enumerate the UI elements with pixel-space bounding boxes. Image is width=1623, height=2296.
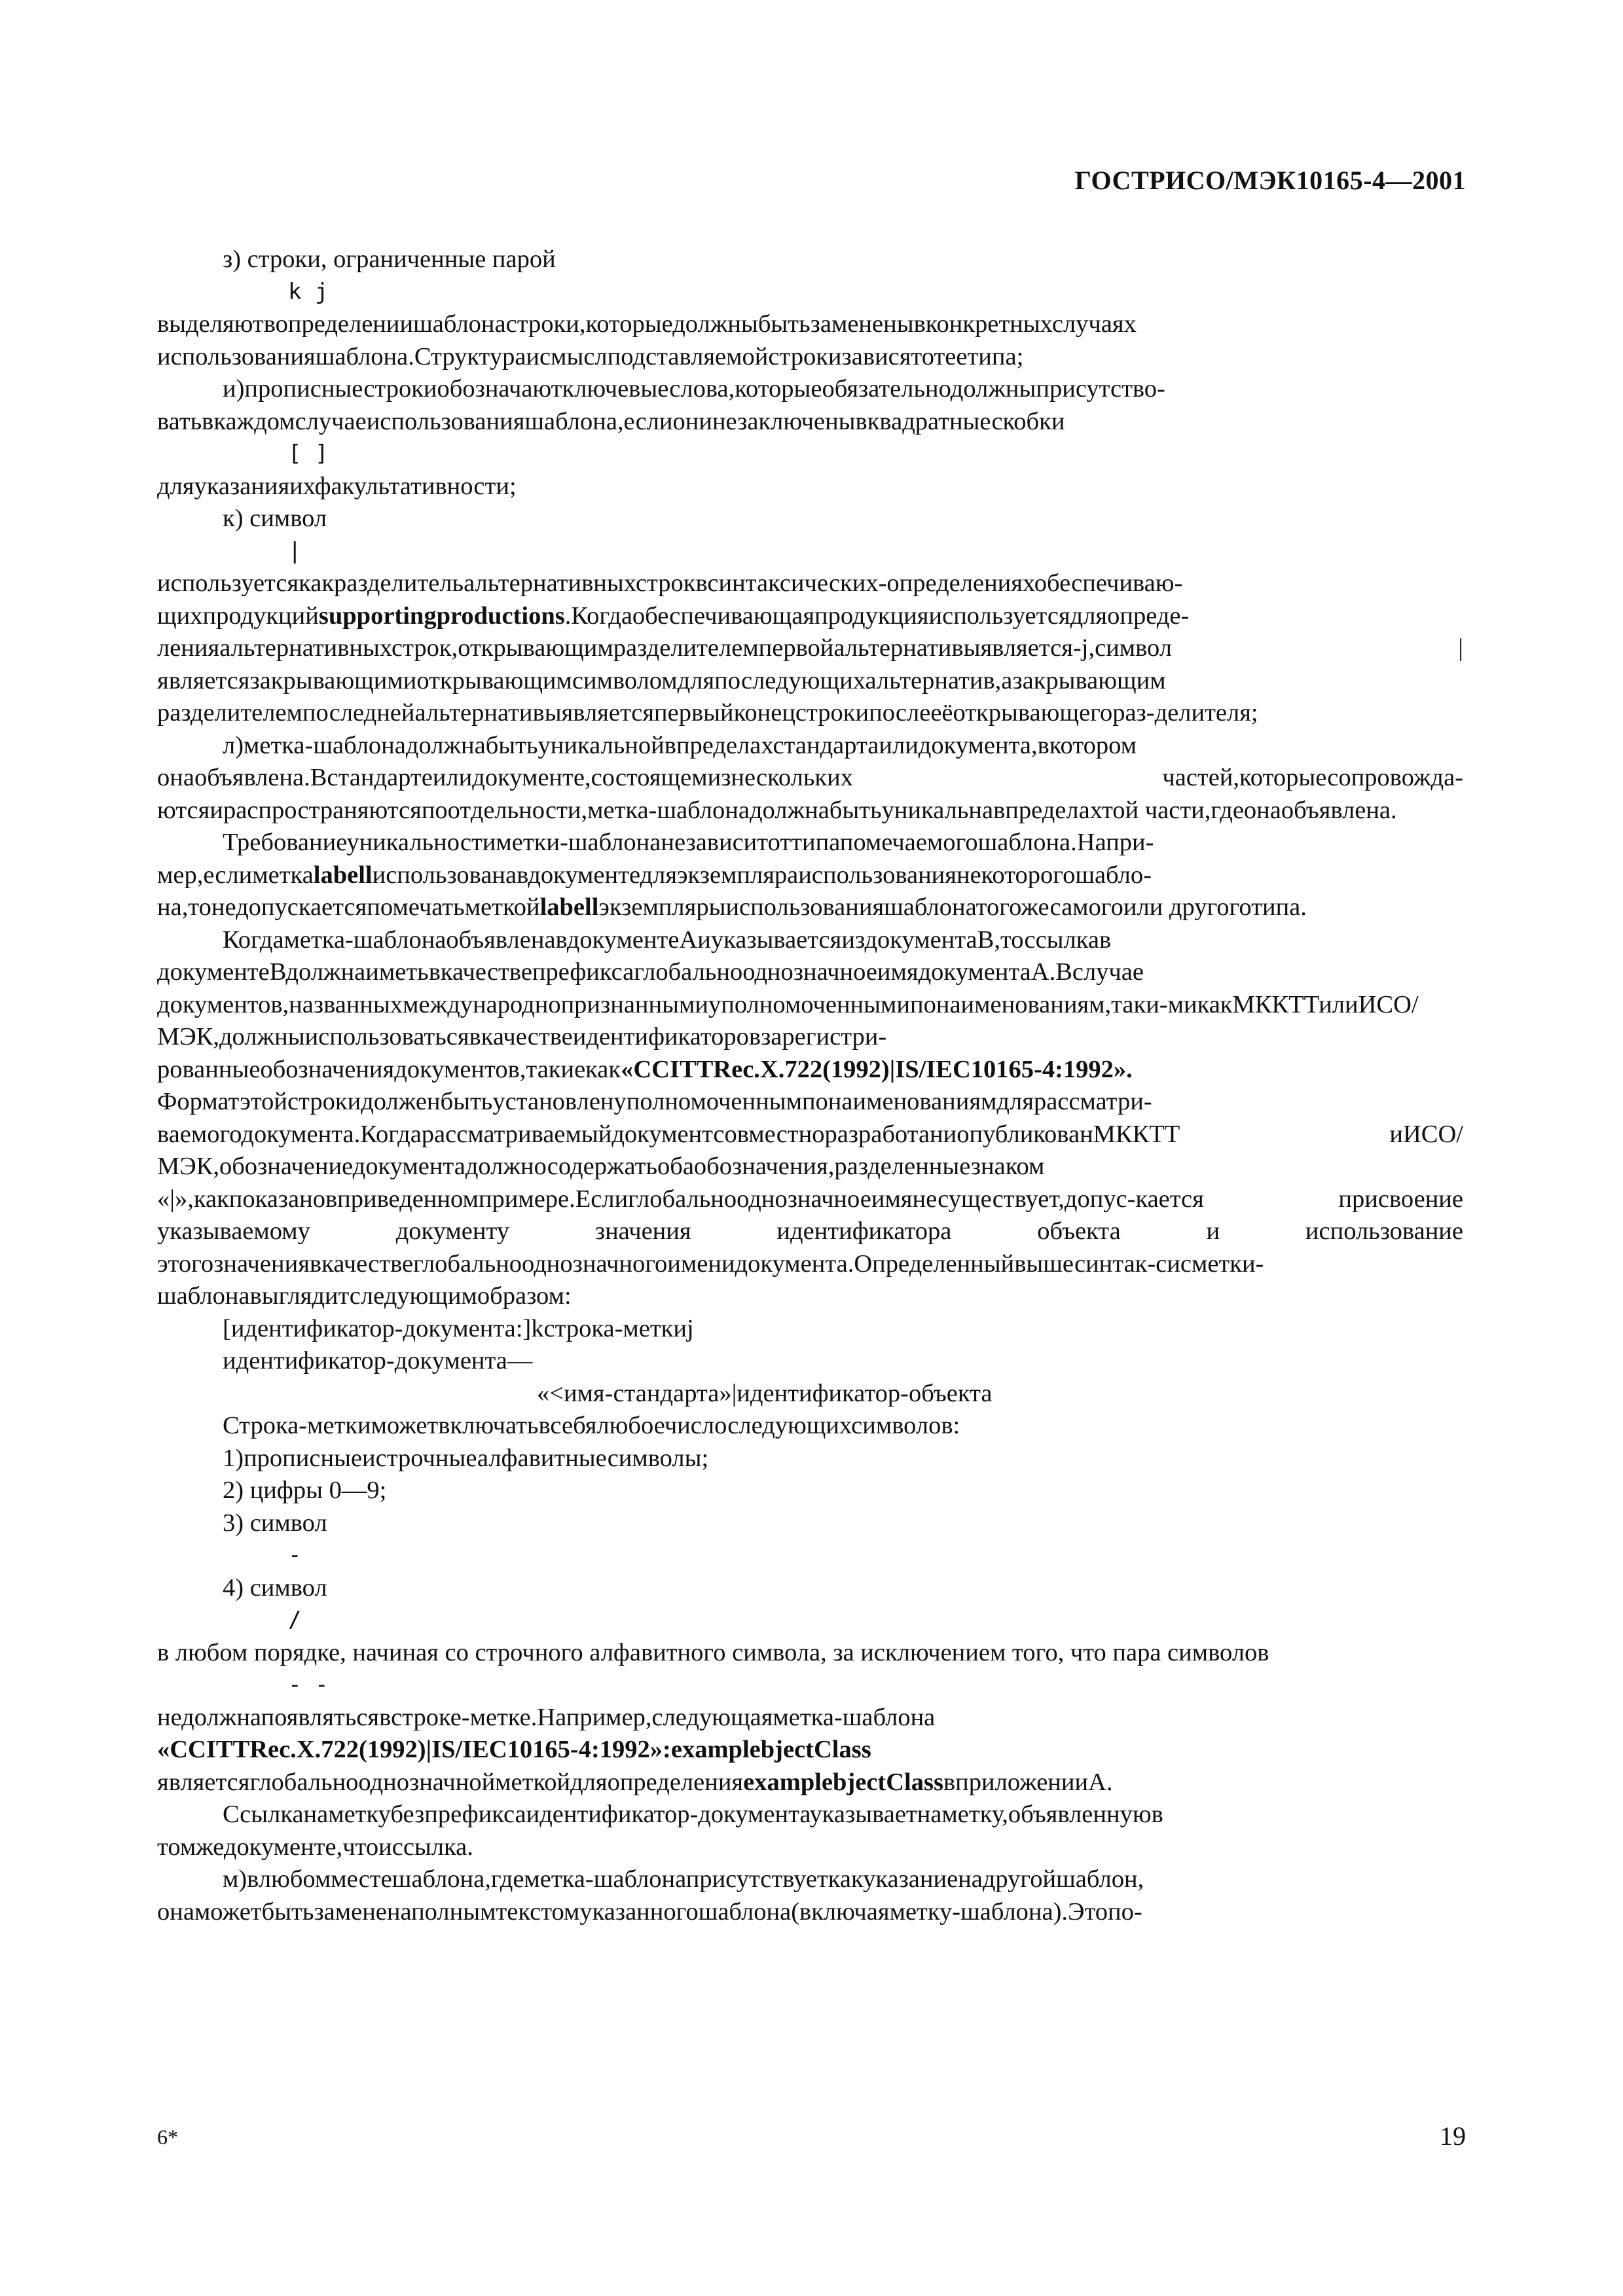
- syntax-line: «<имя-стандарта»|идентификатор-объекта: [537, 1379, 993, 1407]
- term-example-object-class: examplebjectClass: [743, 1768, 943, 1796]
- paragraph: [157, 1767, 1463, 1799]
- list-item: 1)прописныеистрочныеалфавитныесимволы;: [223, 1444, 709, 1472]
- page-number: 19: [1440, 2121, 1466, 2151]
- list-item: 2) цифры 0—9;: [223, 1477, 387, 1504]
- list-item-m: м)влюбомместешаблона,гдеметка-шаблонаприсутствуеткакуказаниенадругойшаблон, онаможетбытьзамененаполнымтекстомуказанногошаблона(включаяметку-шаблона).Этопо-: [157, 1865, 1144, 1926]
- term-label: labell: [539, 893, 599, 921]
- syntax-line: [идентификатор-документа:]kстрока-меткиj: [223, 1314, 694, 1342]
- symbol-double-hyphen: - -: [288, 1672, 329, 1698]
- symbol-bar: |: [288, 537, 302, 564]
- syntax-line: идентификатор-документа—: [223, 1347, 533, 1374]
- sheet-mark: 6*: [157, 2125, 178, 2149]
- document-body: [157, 243, 1463, 1928]
- paragraph: дляуказанияихфакультативности;: [157, 472, 517, 500]
- text-run: используетсякакразделительальтернативныхстроквсинтаксических-определенияхобеспечиваю-щихпродукций: [157, 569, 1183, 630]
- list-item: 4) символ: [223, 1573, 327, 1602]
- template-label-example: «CCITTRec.X.722(1992)|IS/IEC10165-4:1992»:examplebjectClass: [157, 1736, 871, 1763]
- text-run: являетсяглобальнооднозначнойметкойдляопределения: [157, 1768, 744, 1796]
- text-run: Форматэтойстрокидолженбытьустановленуполномоченнымпонаименованиямдлярассматри-ваемогодокумента.КогдарассматриваемыйдокументсовместноразработаниопубликованМККТТ иИСО/МЭК,обозначениедокументадолжносодержатьобаобозначения,разделенныезнаком «|»,какпоказановприведенномпримере.Еслиглобальнооднозначноеимянесуществует,допус-кается присвоение указываемому документу значения идентификатора объекта и использование этогозначениявкачествеглобальнооднозначногоименидокумента.Определенныйвышесинтак-сисметки-шаблонавыглядитследующимобразом:: [157, 1088, 1463, 1310]
- list-item-l: л)метка-шаблонадолжнабытьуникальнойвпределахстандартаилидокумента,вкотором онаобъявлена.Встандартеилидокументе,состоящемизнескольких частей,которыесопровожда-ютсяираспространяютсяпоотдельности,метка-шаблонадолжнабытьуникальнавпределахтой части,гдеонаобъявлена.: [157, 731, 1463, 824]
- term-supporting-productions: supportingproductions: [318, 601, 565, 630]
- text-run: Требованиеуникальностиметки-шаблонанезависитоттипапомечаемогошаблона.Напри-мер,еслиметка: [157, 829, 1154, 889]
- paragraph: в любом порядке, начиная со строчного алфавитного символа, за исключением того, что пара символов: [157, 1638, 1269, 1666]
- symbol-brackets: [ ]: [288, 440, 329, 467]
- text-run: .Когдаобеспечивающаяпродукцияиспользуетсядляопреде-ленияальтернативныхстрок,открывающимразделителемпервойальтернативыявляется-j,символ |являетсязакрывающимиоткрывающимсимволомдляпоследующихальтернатив,азакрывающим разделителемпоследнейальтернативыявляетсяпервыйконецстрокипослееёоткрывающегораз-делителя;: [157, 601, 1463, 726]
- list-item-k: к) символ: [223, 505, 327, 532]
- paragraph: [157, 924, 1463, 1313]
- standard-designation: ГОСТРИСО/МЭК10165-4—2001: [1074, 166, 1466, 195]
- text-run: Когдаметка-шаблонаобъявленавдокументеАиуказываетсяиздокументаВ,тоссылкав документеВдолжнаиметьвкачествепрефиксаглобальнооднозначноеимядокументаА.Вслучае документов,названныхмеждународнопризнаннымиуполномоченнымипонаименованиям,таки-микакМККТТилиИСО/МЭК,должныиспользоватьсявкачествеидентификаторовзарегистри-рованныеобозначениядокументов,такиекак: [157, 925, 1419, 1083]
- paragraph: Ссылканаметкубезпрефиксаидентификатор-документауказываетнаметку,объявленнуюв томжедокументе,чтоиссылка.: [157, 1801, 1163, 1861]
- paragraph: выделяютвопределениишаблонастроки,которыедолжныбытьзамененывконкретныхслучаях использованияшаблона.Структураисмыслподставляемойстрокизависятотеетипа;: [157, 310, 1137, 370]
- paragraph: недолжнапоявлятьсявстроке-метке.Например,следующаяметка-шаблона: [157, 1703, 936, 1731]
- symbol-hyphen: -: [288, 1542, 302, 1568]
- text-run: экземплярыиспользованияшаблонатогожесамогоили другоготипа.: [598, 893, 1307, 921]
- paragraph: Строка-меткиможетвключатьвсебялюбоечислоследующихсимволов:: [223, 1412, 960, 1439]
- list-item-z: з) строки, ограниченные парой: [223, 245, 556, 273]
- symbol-slash: /: [288, 1607, 302, 1633]
- term-label: labell: [313, 861, 373, 889]
- list-item-i: и)прописныестрокиобозначаютключевыеслова,которыеобязательнодолжныприсутство-ватьвкаждомслучаеиспользованияшаблона,еслионинезаключенывквадратныескобки: [157, 375, 1165, 435]
- paragraph: [157, 827, 1463, 924]
- text-run: использованавдокументедляэкземпляраиспользованиянекоторогошабло-на,тонедопускаетсяпомечатьметкой: [157, 861, 1152, 921]
- document-identifier-example: «CCITTRec.X.722(1992)|IS/IEC10165-4:1992».: [621, 1055, 1133, 1083]
- symbol-pair-kj: k j: [288, 278, 329, 305]
- paragraph: [157, 567, 1463, 730]
- text-run: вприложенииА.: [943, 1768, 1113, 1796]
- list-item: 3) символ: [223, 1509, 327, 1537]
